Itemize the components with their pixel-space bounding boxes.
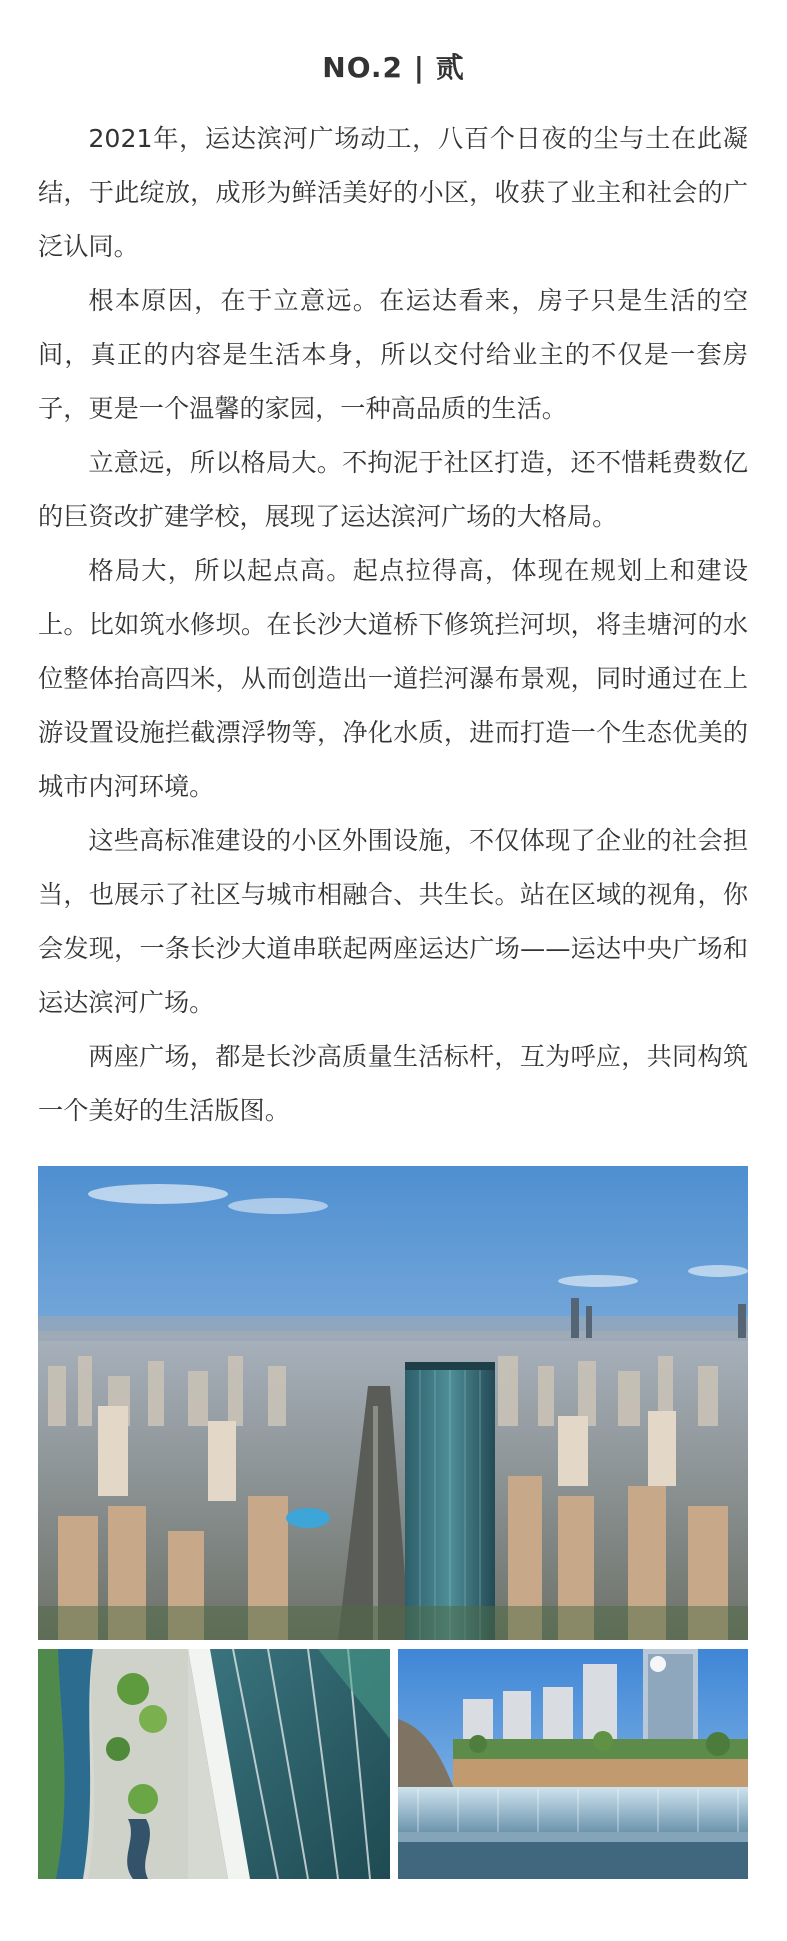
aerial-city-photo [38, 1166, 748, 1640]
paragraph-3: 立意远，所以格局大。不拘泥于社区打造，还不惜耗费数亿的巨资改扩建学校，展现了运达滨河广场的大格局。 [38, 448, 748, 531]
paragraph-6: 两座广场，都是长沙高质量生活标杆，互为呼应，共同构筑一个美好的生活版图。 [38, 1042, 748, 1125]
paragraph-2: 根本原因，在于立意远。在运达看来，房子只是生活的空间，真正的内容是生活本身，所以交付给业主的不仅是一套房子，更是一个温馨的家园，一种高品质的生活。 [38, 286, 748, 423]
paragraph-4: 格局大，所以起点高。起点拉得高，体现在规划上和建设上。比如筑水修坝。在长沙大道桥下修筑拦河坝，将圭塘河的水位整体抬高四米，从而创造出一道拦河瀑布景观，同时通过在上游设置设施拦截漂浮物等，净化水质，进而打造一个生态优美的城市内河环境。 [38, 556, 748, 801]
paragraph-1: 2021年，运达滨河广场动工，八百个日夜的尘与土在此凝结，于此绽放，成形为鲜活美好的小区，收获了业主和社会的广泛认同。 [38, 124, 748, 261]
waterfall-dam-photo [398, 1649, 748, 1879]
section-heading: NO.2 | 贰 [322, 51, 465, 84]
tower-aerial-photo [38, 1649, 390, 1879]
paragraph-5: 这些高标准建设的小区外围设施，不仅体现了企业的社会担当，也展示了社区与城市相融合、共生长。站在区域的视角，你会发现，一条长沙大道串联起两座运达广场——运达中央广场和运达滨河广场。 [38, 826, 748, 1017]
